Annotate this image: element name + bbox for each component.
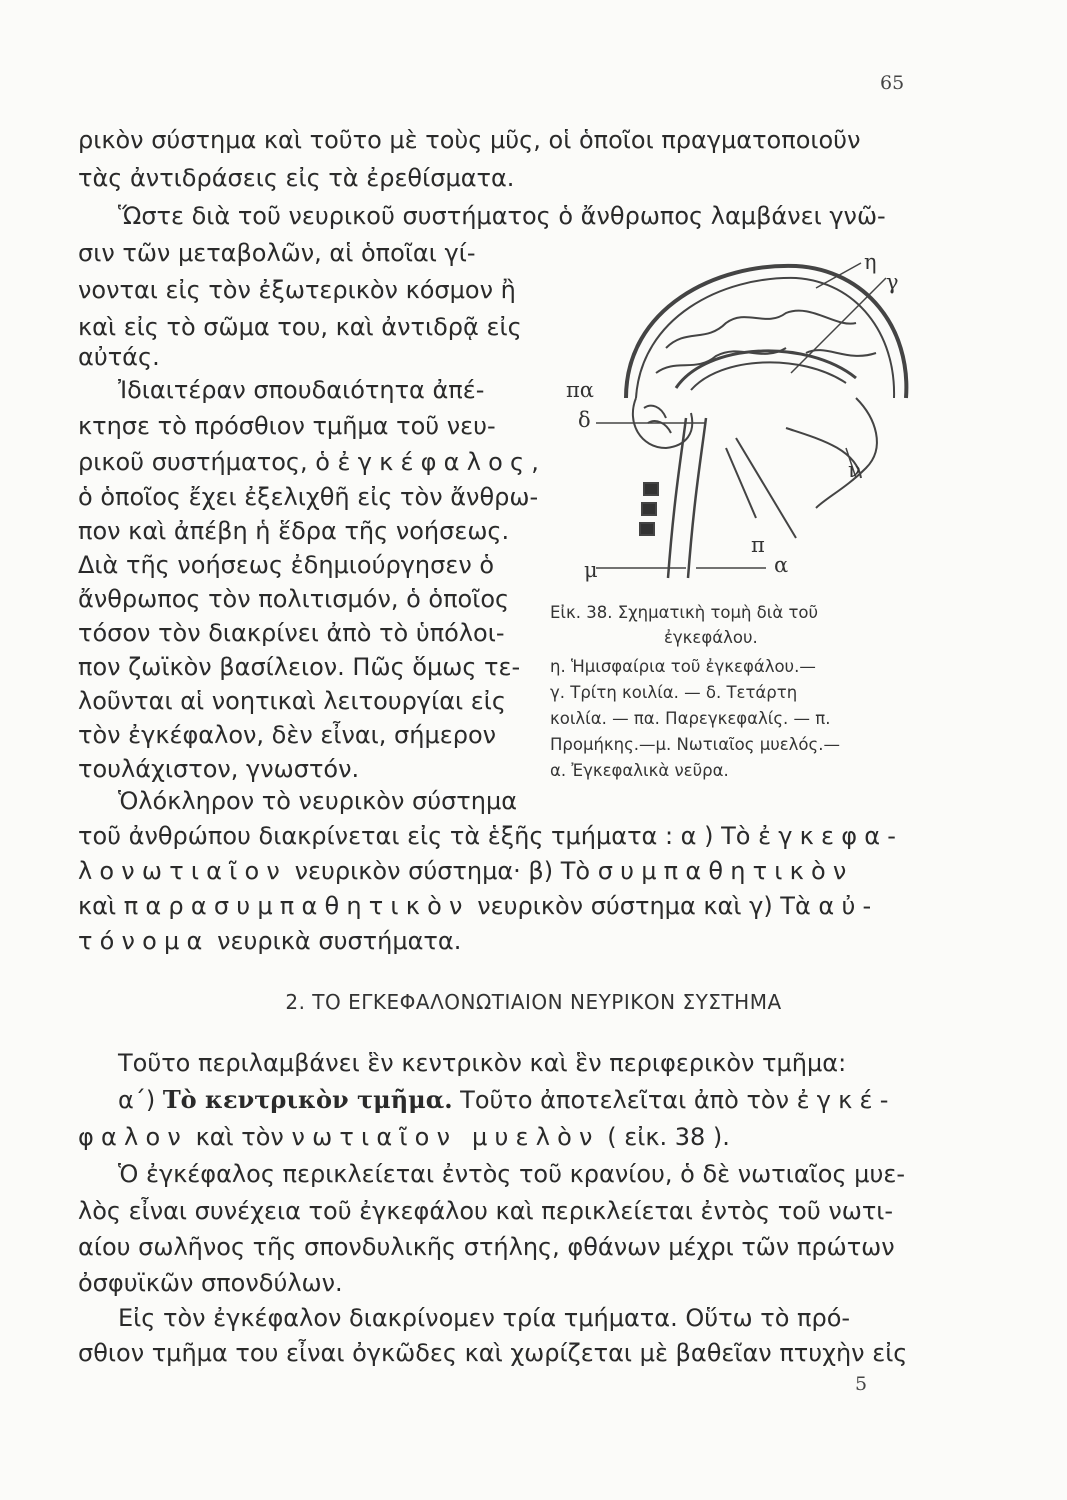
label-mu: μ <box>584 558 598 582</box>
label-pi: π <box>751 533 765 557</box>
text-span: α΄) <box>118 1086 163 1114</box>
text-line: λὸς εἶναι συνέχεια τοῦ ἐγκεφάλου καὶ περικλείεται ἐντὸς τοῦ νωτι- <box>78 1197 894 1225</box>
text-line: Ὁ ἐγκέφαλος περικλείεται ἐντὸς τοῦ κρανίου, ὁ δὲ νωτιαῖος μυε- <box>118 1160 905 1188</box>
emphasis-text: τόνομα <box>78 927 210 955</box>
page-number-bottom: 5 <box>855 1373 868 1395</box>
text-line: ρικὸν σύστημα καὶ τοῦτο μὲ τοὺς μῦς, οἱ ὁποῖοι πραγματοποιοῦν <box>78 126 861 154</box>
text-line: κτησε τὸ πρόσθιον τμῆμα τοῦ νευ- <box>78 412 496 440</box>
page-number-top: 65 <box>880 72 905 94</box>
text-line <box>78 894 878 918</box>
emphasis-text: φαλον <box>78 1123 188 1151</box>
text-line: τὰς ἀντιδράσεις εἰς τὰ ἐρεθίσματα. <box>78 164 515 192</box>
text-line: ἄνθρωπος τὸν πολιτισμόν, ὁ ὁποῖος <box>78 585 510 613</box>
figure-caption-line: κοιλία. — πα. Παρεγκεφαλίς. — π. <box>550 709 831 728</box>
label-nu: ν <box>848 458 861 482</box>
emphasis-text: παρασυμπαθητικὸν <box>123 892 470 920</box>
text-span: νευρικὰ συστήματα. <box>209 927 462 955</box>
text-line <box>78 450 546 474</box>
text-line: Ὁλόκληρον τὸ νευρικὸν σύστημα <box>118 787 518 815</box>
text-line: τόσον τὸν διακρίνει ἀπὸ τὸ ὑπόλοι- <box>78 619 505 647</box>
emphasis-text: νωτιαῖον μυελὸν <box>291 1123 600 1151</box>
text-line: νονται εἰς τὸν ἐξωτερικὸν κόσμον ἢ <box>78 276 516 304</box>
bold-heading-text: Τὸ κεντρικὸν τμῆμα. <box>162 1085 453 1114</box>
cerebrum-outline <box>636 278 894 398</box>
text-span: τοῦ ἀνθρώπου διακρίνεται εἰς τὰ ἑξῆς τμήματα : α ) Τὸ <box>78 822 759 850</box>
text-line: σιν τῶν μεταβολῶν, αἱ ὁποῖαι γί- <box>78 239 476 267</box>
brain-section-figure <box>556 248 916 588</box>
section-heading: 2. ΤΟ ΕΓΚΕΦΑΛΟΝΩΤΙΑΙΟΝ ΝΕΥΡΙΚΟΝ ΣΥΣΤΗΜΑ <box>285 990 782 1014</box>
text-line: πον ζωϊκὸν βασίλειον. Πῶς ὅμως τε- <box>78 653 521 681</box>
text-line <box>118 1085 896 1114</box>
text-span: καὶ <box>78 892 124 920</box>
figure-caption-line: α. Ἐγκεφαλικὰ νεῦρα. <box>550 761 729 780</box>
skull-outline <box>626 266 906 398</box>
figure-caption-line: η. Ἡμισφαίρια τοῦ ἐγκεφάλου.— <box>550 657 816 676</box>
text-line: Ὥστε διὰ τοῦ νευρικοῦ συστήματος ὁ ἄνθρωπος λαμβάνει γνῶ- <box>118 202 886 230</box>
emphasis-text: ἐγκέ- <box>796 1086 896 1114</box>
text-line <box>78 1125 730 1149</box>
text-line: σθιον τμῆμα του εἶναι ὀγκῶδες καὶ χωρίζεται μὲ βαθεῖαν πτυχὴν εἰς <box>78 1339 908 1367</box>
emphasis-text: συμπαθητικὸν <box>597 857 854 885</box>
text-line: τὸν ἐγκέφαλον, δὲν εἶναι, σήμερον <box>78 721 497 749</box>
label-eta: η <box>864 250 877 274</box>
label-alpha: α <box>774 553 789 577</box>
label-delta: δ <box>578 408 591 432</box>
brain-diagram <box>556 248 916 588</box>
label-gamma: γ <box>886 270 899 294</box>
text-span: ρικοῦ συστήματος, ὁ <box>78 448 338 476</box>
text-span: ( εἰκ. 38 ). <box>599 1123 730 1151</box>
emphasis-text: αὐ- <box>818 892 879 920</box>
text-line <box>78 859 853 883</box>
text-line: ὀσφυϊκῶν σπονδύλων. <box>78 1269 343 1297</box>
text-line: αὐτάς. <box>78 343 160 371</box>
text-line <box>78 824 903 848</box>
text-line <box>78 929 461 953</box>
text-line: λοῦνται αἱ νοητικαὶ λειτουργίαι εἰς <box>78 687 506 715</box>
label-pa: πα <box>566 378 594 402</box>
text-line: πον καὶ ἀπέβη ἡ ἕδρα τῆς νοήσεως. <box>78 517 510 545</box>
text-line: ὁ ὁποῖος ἔχει ἐξελιχθῆ εἰς τὸν ἄνθρω- <box>78 483 539 511</box>
text-line: τουλάχιστον, γνωστόν. <box>78 755 360 783</box>
text-line: καὶ εἰς τὸ σῶμα του, καὶ ἀντιδρᾷ εἰς <box>78 313 522 341</box>
emphasis-text: λονωτιαῖον <box>78 857 287 885</box>
text-span: νευρικὸν σύστημα· β) Τὸ <box>287 857 598 885</box>
text-span: Τοῦτο ἀποτελεῖται ἀπὸ τὸν <box>452 1086 797 1114</box>
text-span: καὶ τὸν <box>187 1123 292 1151</box>
figure-caption-line: γ. Τρίτη κοιλία. — δ. Τετάρτη <box>550 683 798 702</box>
text-line: Τοῦτο περιλαμβάνει ἓν κεντρικὸν καὶ ἓν περιφερικὸν τμῆμα: <box>118 1049 847 1077</box>
text-line: Ἰδιαιτέραν σπουδαιότητα ἀπέ- <box>118 376 485 404</box>
figure-caption-line: ἐγκεφάλου. <box>664 628 758 647</box>
emphasis-text: ἐγκέφαλος, <box>337 448 547 476</box>
emphasis-text: ἐγκεφα- <box>758 822 904 850</box>
text-span: νευρικὸν σύστημα καὶ γ) Τὰ <box>469 892 819 920</box>
text-line: αίου σωλῆνος τῆς σπονδυλικῆς στήλης, φθάνων μέχρι τῶν πρώτων <box>78 1233 895 1261</box>
text-line: Εἰς τὸν ἐγκέφαλον διακρίνομεν τρία τμήματα. Οὕτω τὸ πρό- <box>118 1304 851 1332</box>
figure-caption-line: Προμήκης.—μ. Νωτιαῖος μυελός.— <box>550 735 840 754</box>
figure-caption-line: Εἰκ. 38. Σχηματικὴ τομὴ διὰ τοῦ <box>550 603 819 622</box>
text-line: Διὰ τῆς νοήσεως ἐδημιούργησεν ὁ <box>78 551 495 579</box>
